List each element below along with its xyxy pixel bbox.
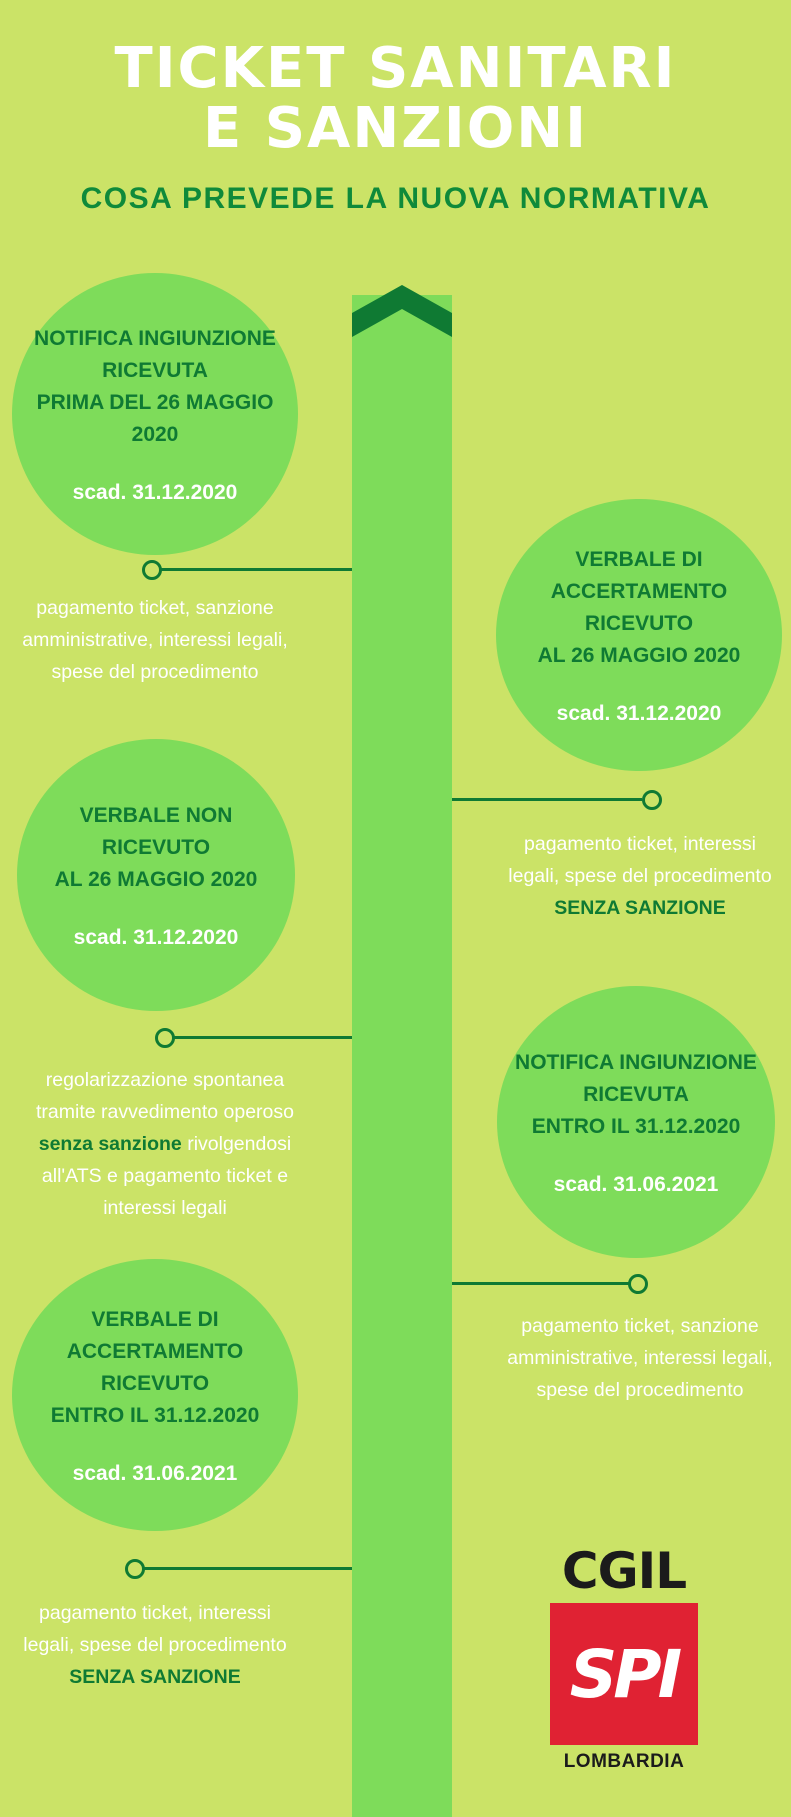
cgil-spi-logo [548, 1542, 700, 1773]
page-subtitle: COSA PREVEDE LA NUOVA NORMATIVA [80, 182, 711, 215]
deadline-label: scad. 31.12.2020 [72, 481, 238, 504]
description-3 [20, 1064, 310, 1224]
description-line: pagamento ticket, sanzione [36, 597, 274, 619]
description-line: amministrative, interessi legali, [22, 629, 288, 651]
connector-line [172, 1036, 352, 1039]
deadline-label: scad. 31.12.2020 [556, 702, 722, 725]
connector-line [452, 798, 642, 801]
page-title-line-2: E SANZIONI [202, 96, 589, 161]
deadline-label: scad. 31.06.2021 [553, 1173, 719, 1196]
connector-dot [125, 1559, 145, 1579]
description-line: regolarizzazione spontanea [45, 1069, 285, 1091]
description-line: amministrative, interessi legali, [507, 1347, 773, 1369]
circle-heading: NOTIFICA INGIUNZIONE RICEVUTA ENTRO IL 31.12.2020 [515, 1051, 757, 1138]
description-2 [490, 828, 790, 924]
description-line: legali, spese del procedimento [23, 1634, 287, 1656]
arrow-up-icon [352, 283, 452, 339]
connector-dot [142, 560, 162, 580]
description-4 [490, 1310, 790, 1406]
timeline-circle-5 [12, 1259, 298, 1531]
logo-spi-text: SPI [569, 1635, 679, 1713]
description-1 [20, 592, 290, 688]
logo-cgil-text: CGIL [561, 1542, 687, 1600]
description-line [20, 1128, 310, 1160]
description-line: legali, spese del procedimento [508, 865, 772, 887]
circle-heading: VERBALE DI ACCERTAMENTO RICEVUTO AL 26 MAGGIO 2020 [537, 548, 741, 667]
connector-line [452, 1282, 630, 1285]
timeline-spine [352, 295, 452, 1817]
highlight-senza-sanzione: SENZA SANZIONE [554, 897, 726, 919]
description-line: tramite ravvedimento operoso [36, 1101, 294, 1123]
description-line: spese del procedimento [536, 1379, 744, 1401]
description-inline-rest: rivolgendosi [181, 1133, 292, 1155]
connector-dot [642, 790, 662, 810]
logo-lombardia-text: LOMBARDIA [563, 1751, 685, 1772]
description-5 [10, 1597, 300, 1693]
page-title-line-1: TICKET SANITARI [114, 36, 677, 101]
description-line: pagamento ticket, sanzione [521, 1315, 759, 1337]
timeline-circle-1 [12, 273, 298, 555]
description-line: pagamento ticket, interessi [39, 1602, 271, 1624]
timeline-circle-2 [496, 499, 782, 771]
timeline-circle-3 [17, 739, 295, 1011]
description-line: pagamento ticket, interessi [524, 833, 756, 855]
circle-heading: VERBALE DI ACCERTAMENTO RICEVUTO ENTRO IL 31.12.2020 [50, 1308, 260, 1427]
connector-dot [628, 1274, 648, 1294]
connector-dot [155, 1028, 175, 1048]
description-line: interessi legali [103, 1197, 227, 1219]
circle-heading: NOTIFICA INGIUNZIONE RICEVUTA PRIMA DEL 26 MAGGIO 2020 [34, 327, 276, 446]
logo-red-box [550, 1603, 698, 1745]
connector-line [160, 568, 352, 571]
description-line: spese del procedimento [51, 661, 259, 683]
timeline-circle-4 [497, 986, 775, 1258]
circle-heading: VERBALE NON RICEVUTO AL 26 MAGGIO 2020 [54, 804, 258, 891]
deadline-label: scad. 31.12.2020 [73, 926, 239, 949]
connector-line [142, 1567, 352, 1570]
description-line: all'ATS e pagamento ticket e [41, 1165, 289, 1187]
highlight-senza-sanzione: senza sanzione [38, 1133, 182, 1155]
deadline-label: scad. 31.06.2021 [72, 1462, 238, 1485]
highlight-senza-sanzione: SENZA SANZIONE [69, 1666, 241, 1688]
